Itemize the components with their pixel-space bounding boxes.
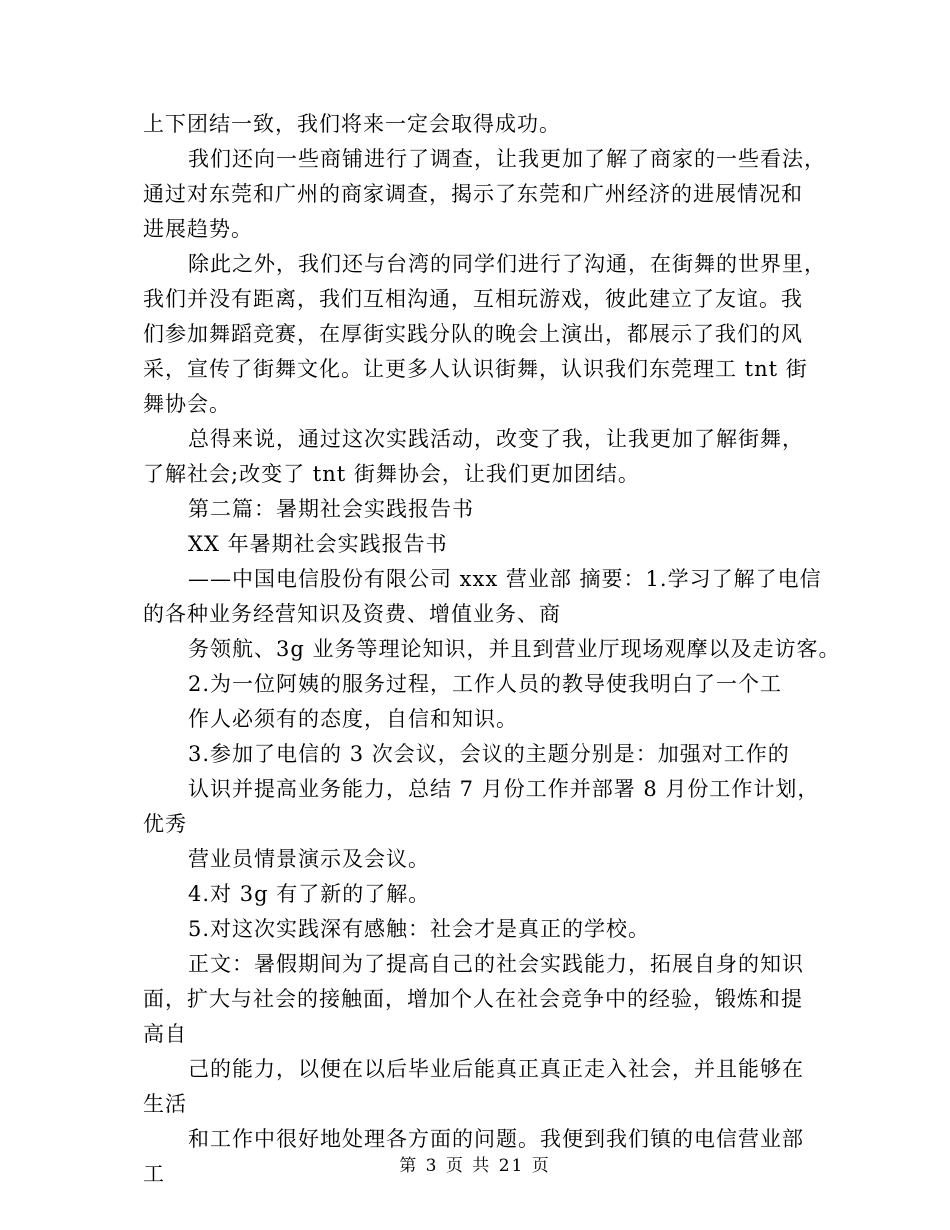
page-number-footer: 第 3 页 共 21 页 (399, 1156, 551, 1176)
text-line: 总得来说，通过这次实践活动，改变了我，让我更加了解街舞， (188, 427, 804, 451)
text-line: 己的能力，以便在以后毕业后能真正真正走入社会，并且能够在 (188, 1057, 804, 1081)
text-line: 认识并提高业务能力，总结 7 月份工作并部署 8 月份工作计划， (188, 777, 820, 801)
text-line: 采，宣传了街舞文化。让更多人认识街舞，认识我们东莞理工 tnt 街 (143, 357, 808, 381)
text-line: 4.对 3g 有了新的了解。 (188, 882, 431, 906)
text-line: 的各种业务经营知识及资费、增值业务、商 (143, 602, 561, 626)
text-line: 作人必须有的态度，自信和知识。 (188, 707, 518, 731)
text-line: ——中国电信股份有限公司 xxx 营业部 摘要：1.学习了解了电信 (188, 567, 822, 591)
text-line: 上下团结一致，我们将来一定会取得成功。 (143, 112, 561, 136)
text-line: 工 (143, 1162, 165, 1186)
text-line: 营业员情景演示及会议。 (188, 847, 430, 871)
text-line: 我们还向一些商铺进行了调查，让我更加了解了商家的一些看法， (188, 147, 826, 171)
text-line: 进展趋势。 (143, 217, 253, 241)
text-line: 3.参加了电信的 3 次会议，会议的主题分别是：加强对工作的 (188, 742, 790, 766)
text-line: 除此之外，我们还与台湾的同学们进行了沟通，在街舞的世界里， (188, 252, 826, 276)
text-line: 面，扩大与社会的接触面，增加个人在社会竞争中的经验，锻炼和提 (143, 987, 803, 1011)
text-line: 通过对东莞和广州的商家调查，揭示了东莞和广州经济的进展情况和 (143, 182, 803, 206)
text-line: 务领航、3g 业务等理论知识，并且到营业厅现场观摩以及走访客。 (188, 637, 841, 661)
text-line: 高自 (143, 1022, 187, 1046)
text-line: 舞协会。 (143, 392, 231, 416)
section-heading: 第二篇：暑期社会实践报告书 (188, 497, 474, 521)
text-line: 们参加舞蹈竞赛，在厚街实践分队的晚会上演出，都展示了我们的风 (143, 322, 803, 346)
text-line: 了解社会;改变了 tnt 街舞协会，让我们更加团结。 (143, 462, 640, 486)
text-line: 我们并没有距离，我们互相沟通，互相玩游戏，彼此建立了友谊。我 (143, 287, 803, 311)
text-line: 2.为一位阿姨的服务过程，工作人员的教导使我明白了一个工 (188, 672, 783, 696)
text-line: 生活 (143, 1092, 187, 1116)
text-line: 5.对这次实践深有感触：社会才是真正的学校。 (188, 917, 651, 941)
text-line: 优秀 (143, 812, 187, 836)
text-line: 正文：暑假期间为了提高自己的社会实践能力，拓展自身的知识 (188, 952, 804, 976)
text-line: 和工作中很好地处理各方面的问题。我便到我们镇的电信营业部 (188, 1127, 804, 1151)
report-title: XX 年暑期社会实践报告书 (188, 532, 448, 556)
